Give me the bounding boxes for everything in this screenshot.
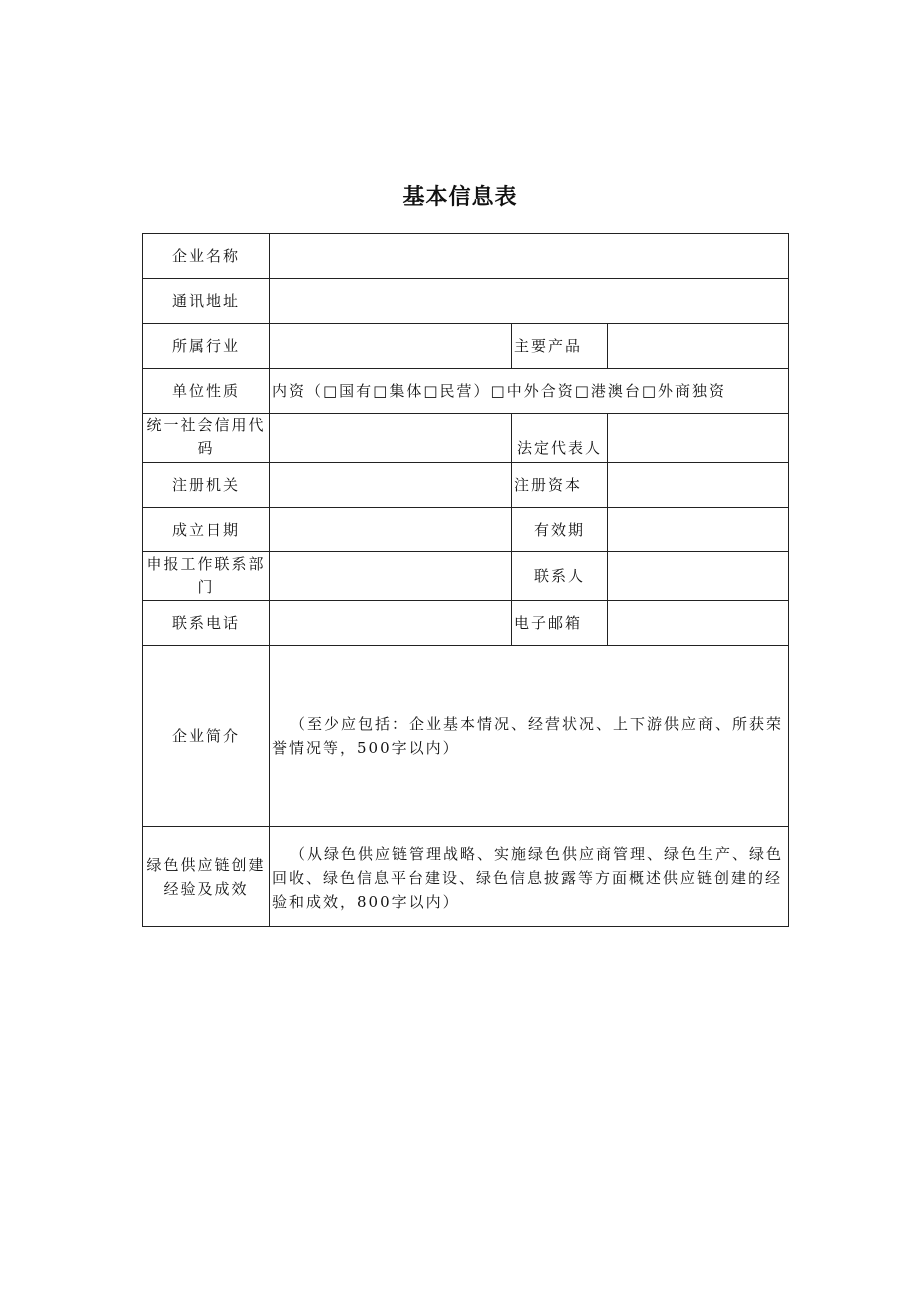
nature-label: 单位性质 <box>143 369 270 414</box>
contact-dept-field[interactable] <box>270 552 512 601</box>
reg-authority-field[interactable] <box>270 463 512 508</box>
credit-code-field[interactable] <box>270 414 512 463</box>
basic-info-table <box>142 233 789 927</box>
profile-field[interactable]: （至少应包括：企业基本情况、经营状况、上下游供应商、所获荣誉情况等，500字以内） <box>270 646 789 827</box>
nature-options-cell <box>270 369 789 414</box>
row-registration <box>143 463 789 508</box>
contact-person-field[interactable] <box>608 552 789 601</box>
company-name-label: 企业名称 <box>143 234 270 279</box>
address-label: 通讯地址 <box>143 279 270 324</box>
validity-field[interactable] <box>608 508 789 552</box>
profile-label: 企业简介 <box>143 646 270 827</box>
founded-field[interactable] <box>270 508 512 552</box>
validity-label: 有效期 <box>512 508 608 552</box>
phone-field[interactable] <box>270 601 512 646</box>
legal-rep-field[interactable] <box>608 414 789 463</box>
reg-capital-label: 注册资本 <box>512 463 608 508</box>
row-company-name <box>143 234 789 279</box>
reg-authority-label: 注册机关 <box>143 463 270 508</box>
page-title: 基本信息表 <box>402 185 518 210</box>
founded-label: 成立日期 <box>143 508 270 552</box>
credit-code-label: 统一社会信用代码 <box>143 414 270 463</box>
reg-capital-field[interactable] <box>608 463 789 508</box>
industry-label: 所属行业 <box>143 324 270 369</box>
row-nature <box>143 369 789 414</box>
experience-label: 绿色供应链创建经验及成效 <box>143 827 270 927</box>
contact-person-label: 联系人 <box>512 552 608 601</box>
address-field[interactable] <box>270 279 789 324</box>
phone-label: 联系电话 <box>143 601 270 646</box>
row-contact <box>143 552 789 601</box>
company-name-field[interactable] <box>270 234 789 279</box>
row-phone <box>143 601 789 646</box>
legal-rep-label: 法定代表人 <box>512 414 608 463</box>
row-experience <box>143 827 789 927</box>
industry-field[interactable] <box>270 324 512 369</box>
row-industry <box>143 324 789 369</box>
main-products-label: 主要产品 <box>512 324 608 369</box>
experience-field[interactable]: （从绿色供应链管理战略、实施绿色供应商管理、绿色生产、绿色回收、绿色信息平台建设、绿色信息披露等方面概述供应链创建的经验和成效，800字以内） <box>270 827 789 927</box>
row-address <box>143 279 789 324</box>
contact-dept-label: 申报工作联系部门 <box>143 552 270 601</box>
email-label: 电子邮箱 <box>512 601 608 646</box>
row-founded <box>143 508 789 552</box>
main-products-field[interactable] <box>608 324 789 369</box>
row-credit-code <box>143 414 789 463</box>
row-profile <box>143 646 789 827</box>
email-field[interactable] <box>608 601 789 646</box>
nature-options[interactable]: 内资（□国有□集体□民营）□中外合资□港澳台□外商独资 <box>272 382 727 400</box>
